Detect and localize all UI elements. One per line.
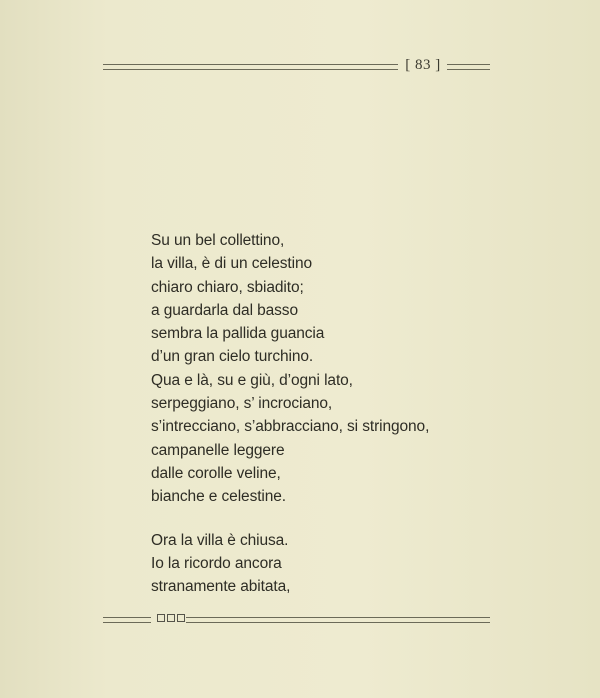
poem-line: a guardarla dal basso	[151, 301, 298, 319]
poem-line: Io la ricordo ancora	[151, 554, 282, 572]
poem-line: campanelle leggere	[151, 441, 285, 459]
page-number: [ 83 ]	[405, 57, 441, 73]
footer-ornament	[157, 614, 185, 622]
poem-line: dalle corolle veline,	[151, 464, 281, 482]
poem-line: stranamente abitata,	[151, 578, 291, 596]
footer-rule-left	[103, 617, 151, 623]
poem-text	[151, 229, 429, 598]
poem-line: d’un gran cielo turchino.	[151, 348, 314, 366]
poem-line: Ora la villa è chiusa.	[151, 531, 289, 549]
poem-line: bianche e celestine.	[151, 488, 287, 506]
header-rule-left	[103, 64, 398, 70]
poem-line: s’intrecciano, s’abbracciano, si stringono,	[151, 418, 430, 436]
stanza-gap	[151, 509, 429, 529]
header-rule-right	[447, 64, 490, 70]
poem-line: chiaro chiaro, sbiadito;	[151, 278, 304, 296]
footer-rule-right	[186, 617, 490, 623]
poem-line: Su un bel collettino,	[151, 232, 285, 249]
poem-line: Qua e là, su e giù, d’ogni lato,	[151, 371, 353, 389]
poem-line: la villa, è di un celestino	[151, 255, 313, 273]
ornament-square-icon	[167, 614, 175, 622]
poem-line: serpeggiano, s’ incrociano,	[151, 395, 333, 413]
ornament-square-icon	[157, 614, 165, 622]
poem-line: sembra la pallida guancia	[151, 325, 325, 343]
ornament-square-icon	[177, 614, 185, 622]
